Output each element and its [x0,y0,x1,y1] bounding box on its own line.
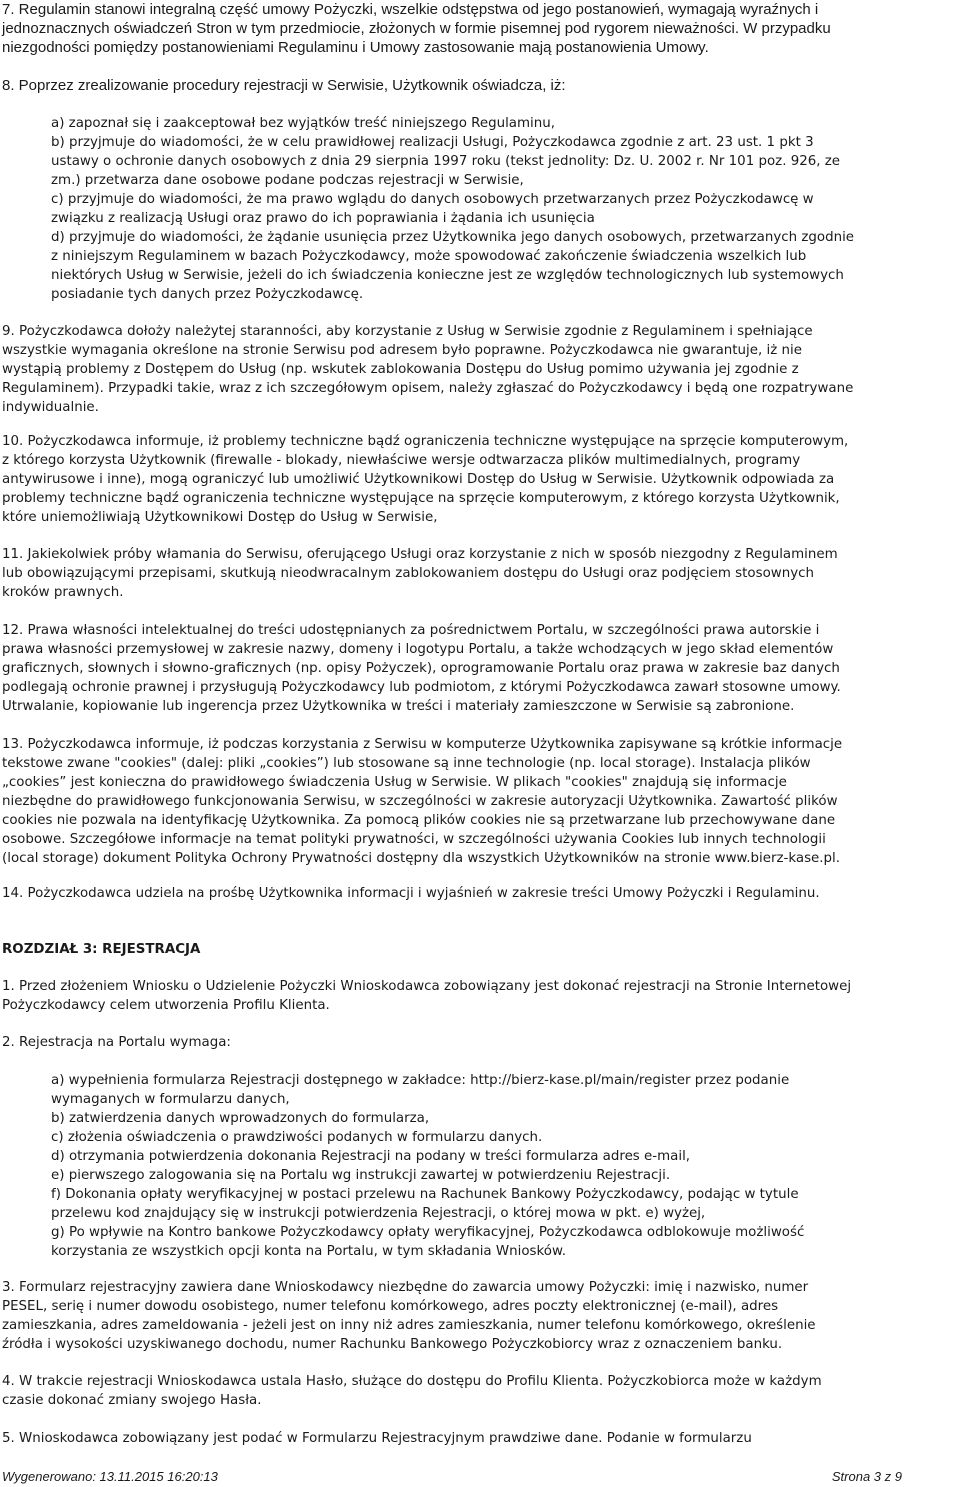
text-line: e) pierwszego zalogowania się na Portalu wg instrukcji zawartej w potwierdzeniu Rejestracji. [51,1168,671,1183]
text-line: d) przyjmuje do wiadomości, że żądanie usunięcia przez Użytkownika jego danych osobowych, przetwarzanych zgodnie [51,230,855,245]
text-line: lub obowiązującymi przepisami, skutkują nieodwracalnym zablokowaniem dostępu do Usługi oraz podjęciem stosownych [2,566,814,581]
text-line: 7. Regulamin stanowi integralną część umowy Pożyczki, wszelkie odstępstwa od jego postanowień, wymagają wyraźnych i [2,1,819,18]
text-line: 12. Prawa własności intelektualnej do treści udostępnianych za pośrednictwem Portalu, w szczególności prawa autorskie i [2,623,820,638]
text-line: czasie dokonać zmiany swojego Hasła. [2,1393,262,1408]
text-line: 10. Pożyczkodawca informuje, iż problemy techniczne bądź ograniczenia techniczne występujące na sprzęcie komputerowym, [2,434,849,449]
paragraph [2,977,958,1015]
text-line: niezgodności pomiędzy postanowieniami Regulaminu i Umowy zastosowanie mają postanowienia Umowy. [2,39,709,56]
text-line: źródła i wysokości uzyskiwanego dochodu, numer Rachunku Bankowego Pożyczkobiorcy wraz z oznaczeniem banku. [2,1337,783,1352]
paragraph [2,1278,958,1354]
footer-generated-timestamp: Wygenerowano: 13.11.2015 16:20:13 [2,1469,218,1484]
text-line: prawa własności przemysłowej w zakresie nazwy, domeny i logotypu Portalu, a także wchodzących w jego skład elementów [2,642,834,657]
text-line: ROZDZIAŁ 3: REJESTRACJA [2,942,201,957]
text-line: niezbędne do prawidłowego funkcjonowania Serwisu, w szczególności w zakresie autoryzacji Użytkownika. Zawartość plików [2,794,838,809]
text-line: a) wypełnienia formularza Rejestracji dostępnego w zakładce: http://bierz-kase.pl/main/register przez podanie [51,1073,790,1088]
text-line: c) przyjmuje do wiadomości, że ma prawo wglądu do danych osobowych przetwarzanych przez Pożyczkodawcę w [51,192,814,207]
text-line: 3. Formularz rejestracyjny zawiera dane Wnioskodawcy niezbędne do zawarcia umowy Pożyczki: imię i nazwisko, numer [2,1280,809,1295]
text-line: PESEL, serię i numer dowodu osobistego, numer telefonu komórkowego, adres poczty elektronicznej (e-mail), adres [2,1299,779,1314]
text-line: przelewu kod znajdujący się w instrukcji potwierdzenia Rejestracji, o której mowa w pkt. e) wyżej, [51,1206,706,1221]
paragraph [2,621,958,716]
text-line: 13. Pożyczkodawca informuje, iż podczas korzystania z Serwisu w komputerze Użytkownika zapisywane są krótkie informacje [2,737,843,752]
text-line: problemy techniczne bądź ograniczenia techniczne występujące na sprzęcie komputerowym, z którego korzysta Użytkownik, [2,491,840,506]
text-line: ustawy o ochronie danych osobowych z dnia 29 sierpnia 1997 roku (tekst jednolity: Dz. U. 2002 r. Nr 101 poz. 926, ze [51,154,841,169]
text-line: 5. Wnioskodawca zobowiązany jest podać w Formularzu Rejestracyjnym prawdziwe dane. Podanie w formularzu [2,1431,752,1446]
text-line: g) Po wpływie na Kontro bankowe Pożyczkodawcy opłaty weryfikacyjnej, Pożyczkodawca odblokowuje możliwość [51,1225,805,1240]
text-line: z niniejszym Regulaminem w bazach Pożyczkodawcy, może spowodować zakończenie świadczenia wszelkich lub [51,249,807,264]
text-line: 9. Pożyczkodawca dołoży należytej staranności, aby korzystanie z Usług w Serwisie zgodnie z Regulaminem i spełniające [2,324,813,339]
footer-page-number: Strona 3 z 9 [831,1469,902,1484]
paragraph [2,432,958,527]
text-line: jednoznacznych oświadczeń Stron w tym przedmiocie, złożonych w formie pisemnej pod rygorem nieważności. W przypadku [2,20,831,37]
text-line: 2. Rejestracja na Portalu wymaga: [2,1035,231,1050]
text-line: 1. Przed złożeniem Wniosku o Udzielenie Pożyczki Wnioskodawca zobowiązany jest dokonać rejestracji na Stronie Internetowej [2,979,852,994]
text-line: antywirusowe i inne), mogą ograniczyć lub umożliwić Użytkownikowi Dostęp do Usług w Serwisie. Użytkownik odpowiada za [2,472,835,487]
text-line: (local storage) dokument Polityka Ochrony Prywatności dostępny dla wszystkich Użytkowników na stronie www.bierz-kase.pl. [2,851,841,866]
text-line: b) zatwierdzenia danych wprowadzonych do formularza, [51,1111,430,1126]
list-block [51,1071,958,1261]
text-line: Pożyczkodawcy celem utworzenia Profilu Klienta. [2,998,330,1013]
paragraph [2,1429,958,1448]
text-line: kroków prawnych. [2,585,124,600]
text-line: posiadanie tych danych przez Pożyczkodawcę. [51,287,364,302]
paragraph [2,322,958,417]
text-line: podlegają ochronie prawnej i przysługują Pożyczkodawcy lub podmiotom, z którymi Pożyczkodawca zawarł stosowne umowy. [2,680,841,695]
text-line: indywidualnie. [2,400,99,415]
text-line: wszystkie wymagania określone na stronie Serwisu pod adresem było poprawne. Pożyczkodawca nie gwarantuje, iż nie [2,343,802,358]
text-line: 11. Jakiekolwiek próby włamania do Serwisu, oferującego Usługi oraz korzystanie z nich w sposób niezgodny z Regulaminem [2,547,838,562]
paragraph [2,735,958,868]
section-heading [2,940,958,959]
text-line: Utrwalanie, kopiowanie lub ingerencja przez Użytkownika w treści i materiały zamieszczone w Serwisie są zabronione. [2,699,795,714]
text-line: zamieszkania, adres zameldowania - jeżeli jest on inny niż adres zamieszkania, numer telefonu komórkowego, określenie [2,1318,816,1333]
text-line: niektórych Usług w Serwisie, jeżeli do ich świadczenia konieczne jest ze względów technologicznych lub systemowych [51,268,844,283]
text-line: graficznych, słownych i słowno-graficznych (np. opisy Pożyczek), oprogramowanie Portalu oraz prawa w zakresie baz danych [2,661,840,676]
text-line: 14. Pożyczkodawca udziela na prośbę Użytkownika informacji i wyjaśnień w zakresie treści Umowy Pożyczki i Regulaminu. [2,886,820,901]
text-line: c) złożenia oświadczenia o prawdziwości podanych w formularzu danych. [51,1130,543,1145]
text-line: osobowe. Szczegółowe informacje na temat polityki prywatności, w szczególności używania Cookies lub innych technologii [2,832,826,847]
text-line: „cookies” jest konieczna do prawidłowego świadczenia Usług w Serwisie. W plikach "cookies" znajdują się informacje [2,775,787,790]
paragraph [2,76,958,95]
text-line: związku z realizacją Usługi oraz prawo do ich poprawiania i żądania ich usunięcia [51,211,595,226]
paragraph [2,884,958,903]
text-line: wymaganych w formularzu danych, [51,1092,290,1107]
text-line: z którego korzysta Użytkownik (firewalle - blokady, niewłaściwe wersje odtwarzacza plików multimedialnych, programy [2,453,801,468]
text-line: Regulaminem). Przypadki takie, wraz z ich szczegółowym opisem, należy zgłaszać do Pożyczkodawcy i będą one rozpatrywane [2,381,854,396]
paragraph [2,545,958,602]
text-line: które uniemożliwiają Użytkownikowi Dostęp do Usług w Serwisie, [2,510,438,525]
text-line: zm.) przetwarza dane osobowe podane podczas rejestracji w Serwisie, [51,173,524,188]
text-line: korzystania ze wszystkich opcji konta na Portalu, w tym składania Wniosków. [51,1244,566,1259]
text-line: b) przyjmuje do wiadomości, że w celu prawidłowej realizacji Usługi, Pożyczkodawca zgodnie z art. 23 ust. 1 pkt 3 [51,135,814,150]
text-line: f) Dokonania opłaty weryfikacyjnej w postaci przelewu na Rachunek Bankowy Pożyczkodawcy, podając w tytule [51,1187,799,1202]
text-line: d) otrzymania potwierdzenia dokonania Rejestracji na podany w treści formularza adres e-mail, [51,1149,691,1164]
text-line: wystąpią problemy z Dostępem do Usług (np. wskutek zablokowania Dostępu do Usług pomimo używania jej zgodnie z [2,362,799,377]
text-line: cookies nie pozwala na identyfikację Użytkownika. Za pomocą plików cookies nie są przetwarzane lub przechowywane dane [2,813,836,828]
paragraph [2,0,958,57]
text-line: 8. Poprzez zrealizowanie procedury rejestracji w Serwisie, Użytkownik oświadcza, iż: [2,77,566,94]
paragraph [2,1033,958,1052]
paragraph [2,1372,958,1410]
text-line: tekstowe zwane "cookies" (dalej: pliki „cookies”) lub stosowane są inne technologie (np. local storage). Instalacja plików [2,756,811,771]
list-block [51,114,958,304]
text-line: a) zapoznał się i zaakceptował bez wyjątków treść niniejszego Regulaminu, [51,116,555,131]
text-line: 4. W trakcie rejestracji Wnioskodawca ustala Hasło, służące do dostępu do Profilu Klienta. Pożyczkobiorca może w każdym [2,1374,822,1389]
